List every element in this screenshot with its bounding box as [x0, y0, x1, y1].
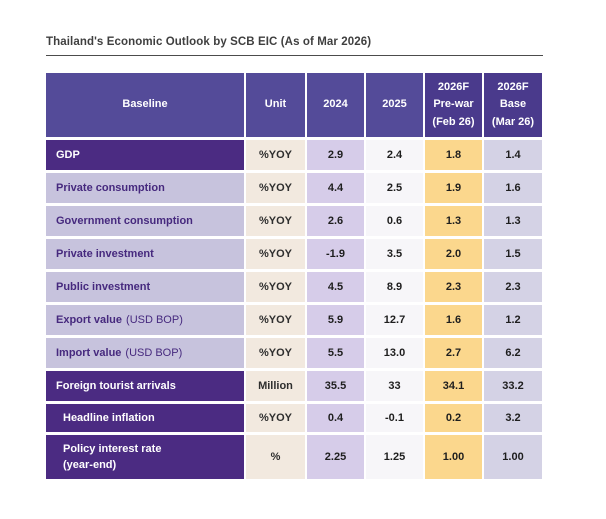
value-cell-2025: 12.7	[366, 305, 423, 335]
header-line: Pre-war	[433, 98, 474, 111]
value-cell-2024: 2.6	[307, 206, 364, 236]
header-line: 2026F	[437, 81, 470, 94]
header-line: 2026F	[497, 81, 529, 94]
value-cell-prewar: 2.0	[425, 239, 482, 269]
value-cell-prewar: 1.9	[425, 173, 482, 203]
value-cell-2024: 4.5	[307, 272, 364, 302]
row-label-suffix: (USD BOP)	[125, 346, 183, 359]
economic-outlook-table	[46, 73, 542, 479]
value-cell-2024: 35.5	[307, 371, 364, 401]
value-cell-2025: 2.5	[366, 173, 423, 203]
value-cell-base: 1.00	[484, 435, 542, 479]
value-cell-2024: 5.5	[307, 338, 364, 368]
value-cell-base: 1.4	[484, 140, 542, 170]
row-label: Private consumption	[46, 173, 244, 203]
value-cell-prewar: 2.7	[425, 338, 482, 368]
value-cell-2024: 0.4	[307, 404, 364, 432]
header-line: Base	[499, 98, 527, 111]
value-cell-base: 6.2	[484, 338, 542, 368]
row-label: Policy interest rate (year-end)	[46, 435, 244, 479]
value-cell-base: 1.6	[484, 173, 542, 203]
value-cell-2025: 8.9	[366, 272, 423, 302]
row-label-line2: (year-end)	[63, 459, 117, 471]
row-label: GDP	[46, 140, 244, 170]
value-cell-2025: 33	[366, 371, 423, 401]
row-label-suffix: (USD BOP)	[126, 313, 183, 326]
value-cell-prewar: 1.8	[425, 140, 482, 170]
value-cell-2025: -0.1	[366, 404, 423, 432]
unit-cell: %YOY	[246, 272, 305, 302]
unit-cell: %YOY	[246, 305, 305, 335]
column-header-2026f-prewar	[425, 73, 482, 137]
column-header-2024: 2024	[307, 73, 364, 137]
row-label: Foreign tourist arrivals	[46, 371, 244, 401]
column-header-baseline: Baseline	[46, 73, 244, 137]
unit-cell: %	[246, 435, 305, 479]
value-cell-2025: 13.0	[366, 338, 423, 368]
unit-cell: %YOY	[246, 140, 305, 170]
value-cell-prewar: 1.3	[425, 206, 482, 236]
value-cell-prewar: 1.6	[425, 305, 482, 335]
value-cell-2024: 5.9	[307, 305, 364, 335]
value-cell-base: 33.2	[484, 371, 542, 401]
value-cell-base: 1.3	[484, 206, 542, 236]
value-cell-2024: 4.4	[307, 173, 364, 203]
value-cell-2024: -1.9	[307, 239, 364, 269]
report-page	[46, 36, 545, 479]
column-header-unit: Unit	[246, 73, 305, 137]
value-cell-prewar: 34.1	[425, 371, 482, 401]
unit-cell: %YOY	[246, 206, 305, 236]
unit-cell: %YOY	[246, 338, 305, 368]
header-line: (Feb 26)	[432, 115, 475, 128]
row-label: Headline inflation	[46, 404, 244, 432]
value-cell-base: 2.3	[484, 272, 542, 302]
unit-cell: %YOY	[246, 239, 305, 269]
row-label: Export value (USD BOP)	[46, 305, 244, 335]
row-label: Private investment	[46, 239, 244, 269]
value-cell-prewar: 0.2	[425, 404, 482, 432]
value-cell-2025: 0.6	[366, 206, 423, 236]
value-cell-2024: 2.25	[307, 435, 364, 479]
unit-cell: Million	[246, 371, 305, 401]
row-label: Public investment	[46, 272, 244, 302]
unit-cell: %YOY	[246, 404, 305, 432]
column-header-2025: 2025	[366, 73, 423, 137]
unit-cell: %YOY	[246, 173, 305, 203]
value-cell-base: 1.5	[484, 239, 542, 269]
row-label: Government consumption	[46, 206, 244, 236]
column-header-2026f-base	[484, 73, 542, 137]
value-cell-prewar: 1.00	[425, 435, 482, 479]
row-label: Import value (USD BOP)	[46, 338, 244, 368]
value-cell-2025: 3.5	[366, 239, 423, 269]
value-cell-base: 1.2	[484, 305, 542, 335]
value-cell-2025: 2.4	[366, 140, 423, 170]
value-cell-2024: 2.9	[307, 140, 364, 170]
table-title: Thailand's Economic Outlook by SCB EIC (As of Mar 2026)	[46, 36, 543, 56]
header-line: (Mar 26)	[491, 115, 535, 128]
value-cell-2025: 1.25	[366, 435, 423, 479]
value-cell-prewar: 2.3	[425, 272, 482, 302]
value-cell-base: 3.2	[484, 404, 542, 432]
